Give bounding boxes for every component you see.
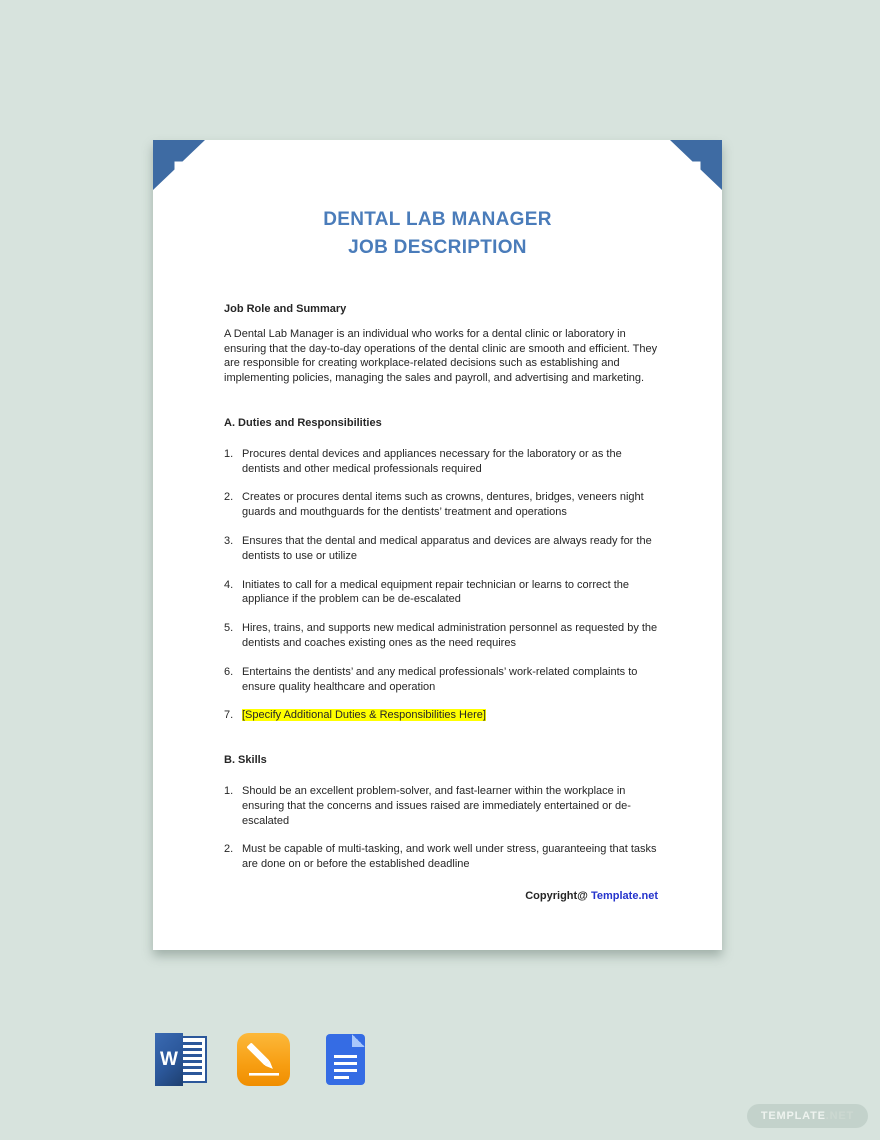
watermark-brand: TEMPLATE [760,1110,826,1122]
list-item-text: Creates or procures dental items such as crowns, dentures, bridges, veneers night guards and mouthguards for the dentists’ treatment and operations [242,491,644,519]
duties-list [224,447,658,723]
document-title-line2: JOB DESCRIPTION [348,237,527,258]
placeholder-duties-field[interactable]: [Specify Additional Duties & Responsibilities Here] [242,709,486,722]
list-item-number: 2. [224,491,234,504]
apple-pages-icon[interactable] [237,1033,290,1086]
gdocs-document-sheet [326,1034,365,1085]
list-item [224,784,658,828]
list-item-number: 1. [224,784,234,797]
word-letter-panel: W [155,1033,183,1086]
list-item-text: Ensures that the dental and medical apparatus and devices are always ready for the dentists to use or utilize [242,534,652,562]
document-title [153,206,722,262]
list-item-text: Must be capable of multi-tasking, and work well under stress, guaranteeing that tasks are done on or before the established deadline [242,843,657,871]
microsoft-word-icon[interactable] [155,1033,208,1086]
google-docs-icon[interactable] [319,1033,372,1086]
list-item-text: Initiates to call for a medical equipment repair technician or learns to correct the appliance if the problem can be de-escalated [242,578,630,606]
list-item [224,665,658,695]
duties-heading: A. Duties and Responsibilities [224,416,382,429]
pages-pen-graphic [237,1033,290,1086]
corner-decoration-left-icon [153,140,205,190]
list-item-text: Should be an excellent problem-solver, and fast-learner within the workplace in ensuring that the concerns and issues raised are immediately entertained or de-escalated [242,784,631,827]
list-item-text: Procures dental devices and appliances necessary for the laboratory or as the dentists and other medical professionals required [242,447,622,475]
document-title-line1: DENTAL LAB MANAGER [323,209,552,230]
list-item [224,621,658,651]
list-item [224,534,658,564]
list-item-number: 7. [224,709,234,722]
copyright-label: Copyright@ [525,889,591,902]
list-item-text: Entertains the dentists’ and any medical professionals’ work-related complaints to ensure quality healthcare and operation [242,665,638,693]
list-item-number: 4. [224,578,234,591]
corner-decoration-right-icon [670,140,722,190]
gdocs-folded-corner [352,1034,365,1047]
list-item-number: 1. [224,447,234,460]
document-page [153,140,722,950]
list-item [224,447,658,477]
list-item [224,708,658,723]
list-item-number: 5. [224,622,234,635]
document-content [153,302,722,904]
summary-heading: Job Role and Summary [224,303,347,315]
list-item-text: Hires, trains, and supports new medical administration personnel as requested by the dentists and coaches existing ones as the need requires [242,622,658,649]
template-net-watermark [747,1104,868,1128]
watermark-tld: .NET [825,1110,854,1122]
list-item [224,578,658,608]
summary-paragraph: A Dental Lab Manager is an individual who works for a dental clinic or laboratory in ensuring that the day-to-day operations of the dental clinic are smooth and efficient. They are responsible for creating workplace-related decisions such as establishing and implementing policies, managing the sales and payroll, and advertising and marketing. [224,327,658,385]
copyright-line [224,889,658,904]
skills-heading: B. Skills [224,754,267,767]
list-item [224,490,658,520]
list-item-number: 2. [224,843,234,856]
list-item [224,842,658,872]
list-item-number: 3. [224,534,234,547]
copyright-link[interactable]: Template.net [590,889,658,902]
list-item-number: 6. [224,665,234,678]
file-format-icons [155,1033,372,1086]
skills-list [224,784,658,872]
